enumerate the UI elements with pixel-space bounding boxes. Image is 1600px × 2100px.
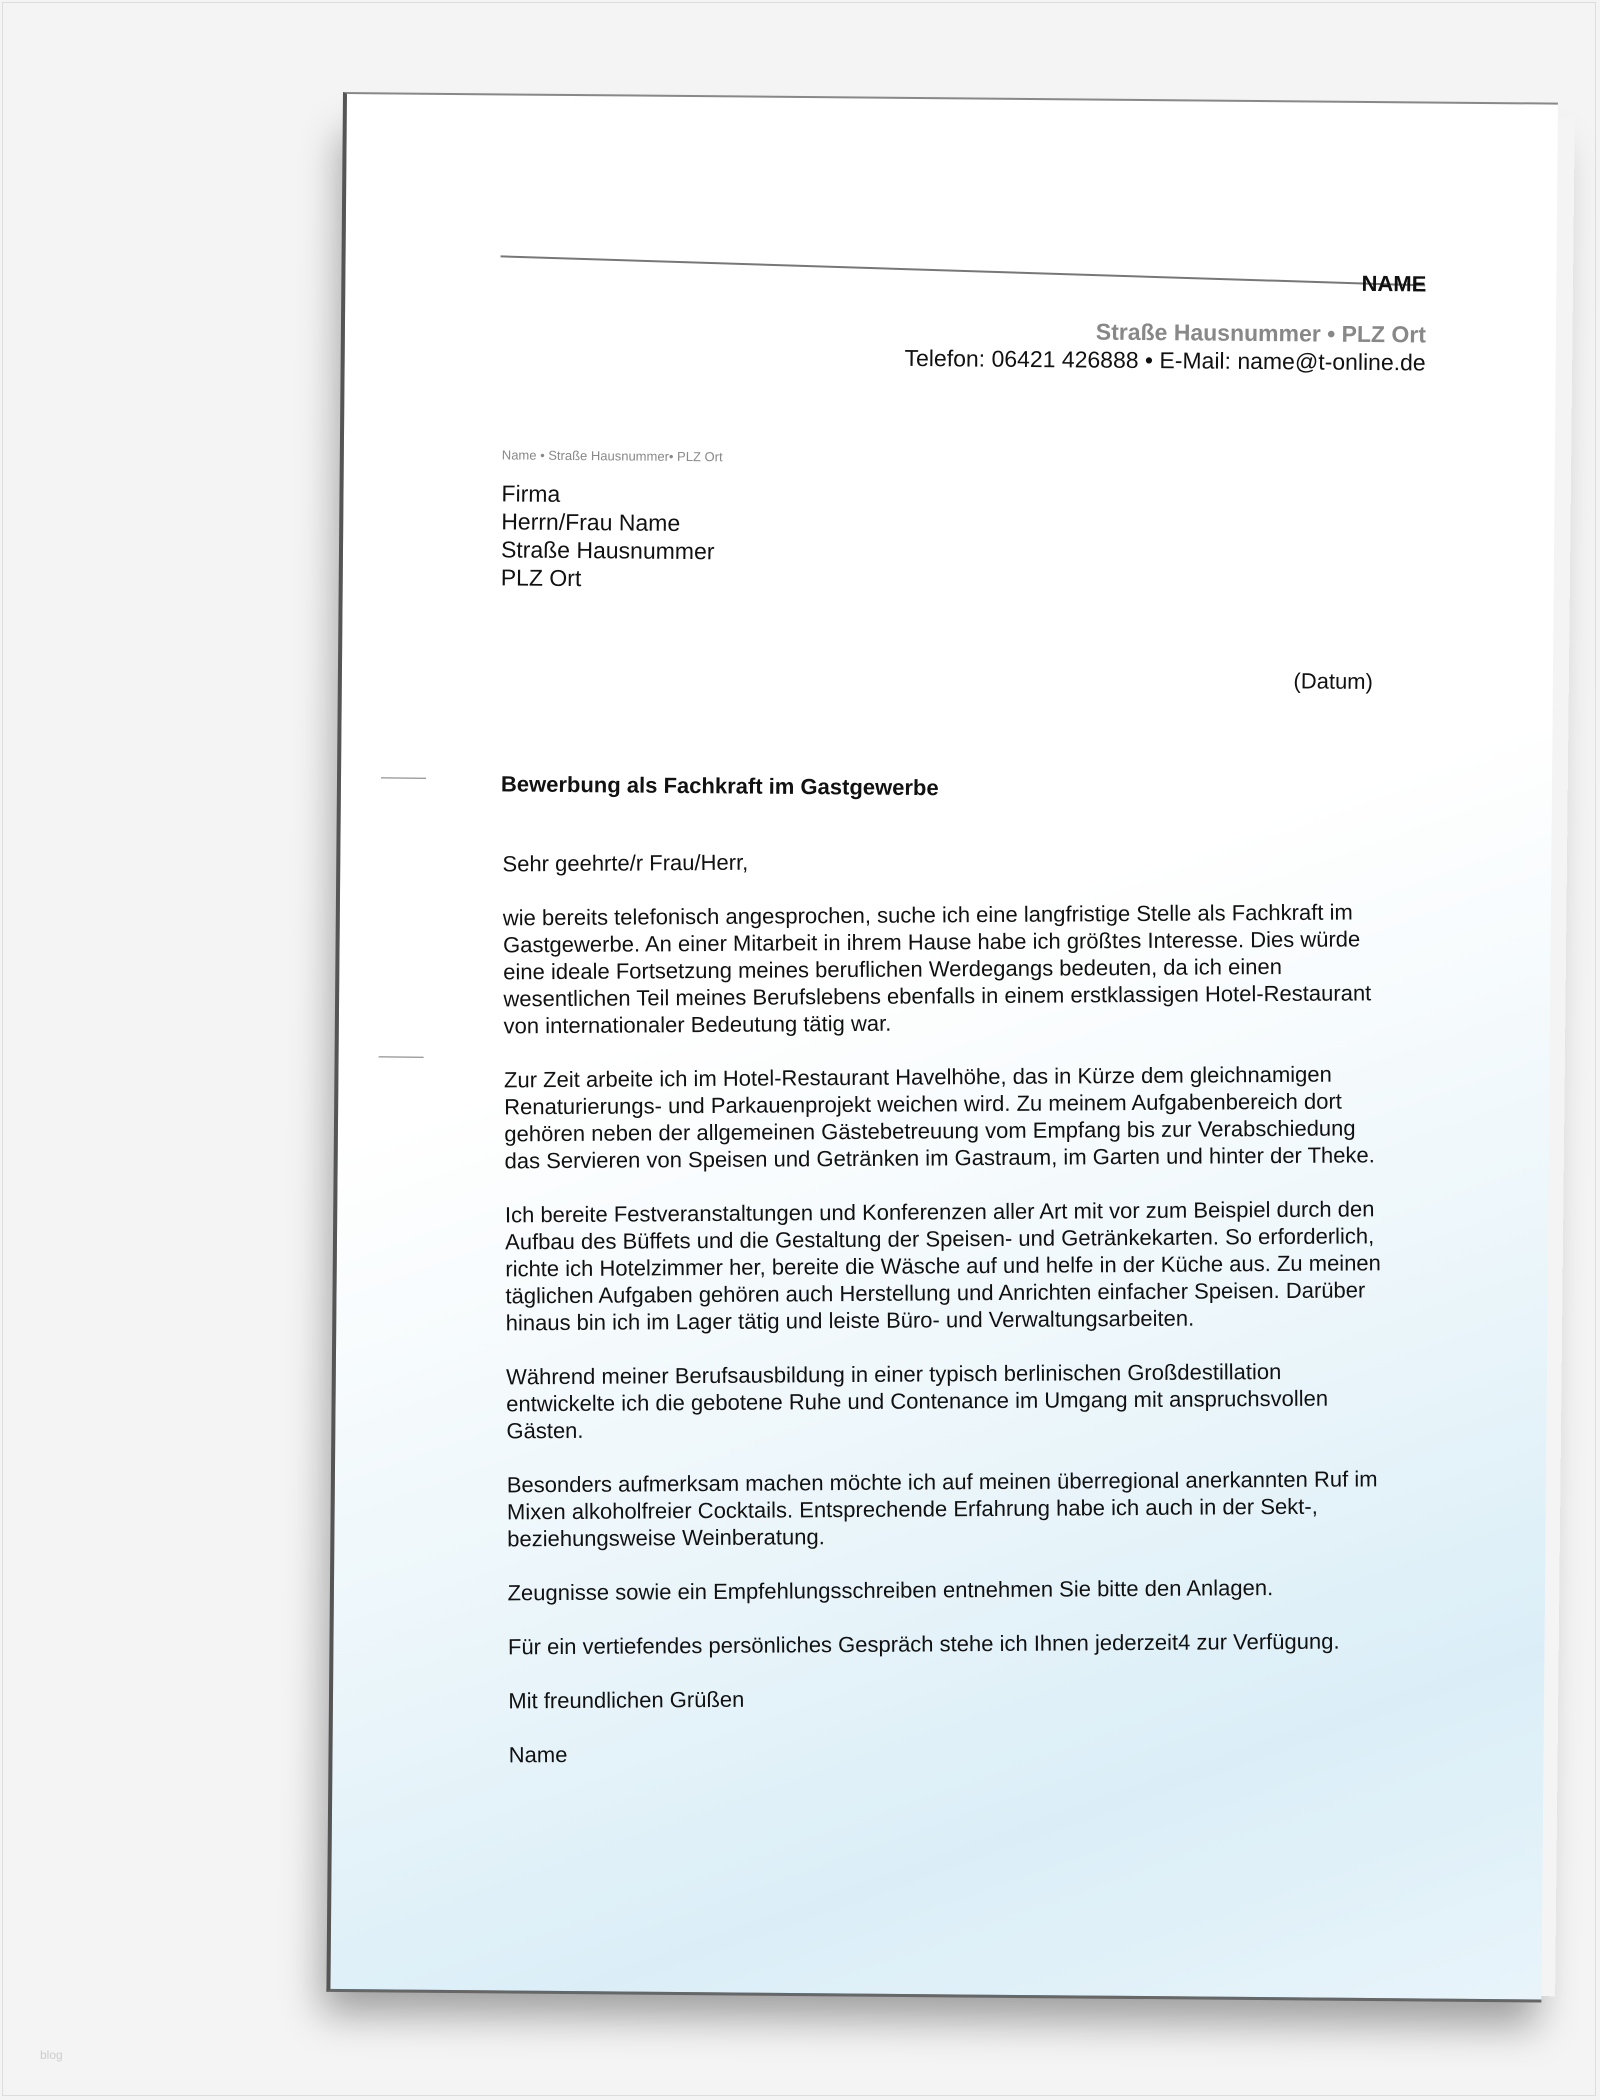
paragraph: Ich bereite Festveranstaltungen und Konferenzen aller Art mit vor zum Beispiel durch den Aufbau des Büffets und die Gestaltung der Speisen- und Getränkekarten. So erforderlich, richte ich Hotelzimmer her, bereite die Wäsche auf und helfe in der Küche aus. Zu meinen täglichen Aufgaben gehören auch Herstellung und Anrichten einfacher Speisen. Darüber hinaus bin ich im Lager tätig und leiste Büro- und Verwaltungsarbeiten. bbox=[504, 1196, 1381, 1336]
recipient-street: Straße Hausnummer bbox=[500, 536, 715, 565]
paragraph: Zur Zeit arbeite ich im Hotel-Restaurant Havelhöhe, das in Kürze dem gleichnamigen Renaturierungs- und Parkauenprojekt weichen wird. Zu meinem Aufgabenbereich dort gehören neben der allgemeinen Gästebetreuung vom Empfang bis zur Verabschiedung das Servieren von Speisen und Getränken im Gastraum, im Garten und hinter der Theke. bbox=[503, 1061, 1375, 1174]
subject: Bewerbung als Fachkraft im Gastgewerbe bbox=[500, 771, 939, 801]
recipient-company: Firma bbox=[501, 480, 561, 507]
salutation: Sehr geehrte/r Frau/Herr, bbox=[502, 849, 749, 877]
paragraph: Für ein vertiefendes persönliches Gespräch stehe ich Ihnen jederzeit4 zur Verfügung. bbox=[507, 1628, 1340, 1660]
paragraph: wie bereits telefonisch angesprochen, suche ich eine langfristige Stelle als Fachkraft im Gastgewerbe. An einer Mitarbeit in ihrem Hause habe ich größtes Interesse. Dies würde eine ideale Fortsetzung meines beruflichen Werdegangs bedeuten, da ich einen wesentlichen Teil meines Berufslebens ebenfalls in einem erstklassigen Hotel-Restaurant von internationaler Bedeutung tätig war. bbox=[502, 899, 1372, 1039]
recipient-block bbox=[501, 479, 715, 593]
sender-line: Name • Straße Hausnummer• PLZ Ort bbox=[501, 447, 723, 465]
letterhead-address: Straße Hausnummer • PLZ Ort bbox=[1095, 318, 1427, 348]
letter-page bbox=[326, 92, 1558, 2003]
letter-body bbox=[502, 844, 1389, 1795]
letterhead-name: NAME bbox=[1361, 270, 1427, 297]
closing: Mit freundlichen Grüßen bbox=[508, 1686, 745, 1714]
fold-mark bbox=[381, 777, 426, 778]
recipient-person: Herrn/Frau Name bbox=[501, 508, 681, 536]
paragraph: Während meiner Berufsausbildung in einer typisch berlinischen Großdestillation entwickelte ich die gebotene Ruhe und Contenance im Umgang mit anspruchsvollen Gästen. bbox=[505, 1358, 1329, 1444]
punch-mark bbox=[379, 1056, 424, 1057]
signature: Name bbox=[508, 1741, 568, 1768]
header-rule bbox=[501, 255, 1426, 286]
recipient-city: PLZ Ort bbox=[500, 564, 582, 592]
date: (Datum) bbox=[1293, 668, 1374, 695]
paragraph: Zeugnisse sowie ein Empfehlungsschreiben entnehmen Sie bitte den Anlagen. bbox=[507, 1575, 1274, 1606]
watermark: blog bbox=[40, 2048, 63, 2062]
letterhead-contact: Telefon: 06421 426888 • E-Mail: name@t-online.de bbox=[904, 344, 1426, 376]
paragraph: Besonders aufmerksam machen möchte ich auf meinen überregional anerkannten Ruf im Mixen alkoholfreier Cocktails. Entsprechende Erfahrung habe ich auch in der Sekt-, beziehungsweise Weinberatung. bbox=[506, 1466, 1378, 1552]
